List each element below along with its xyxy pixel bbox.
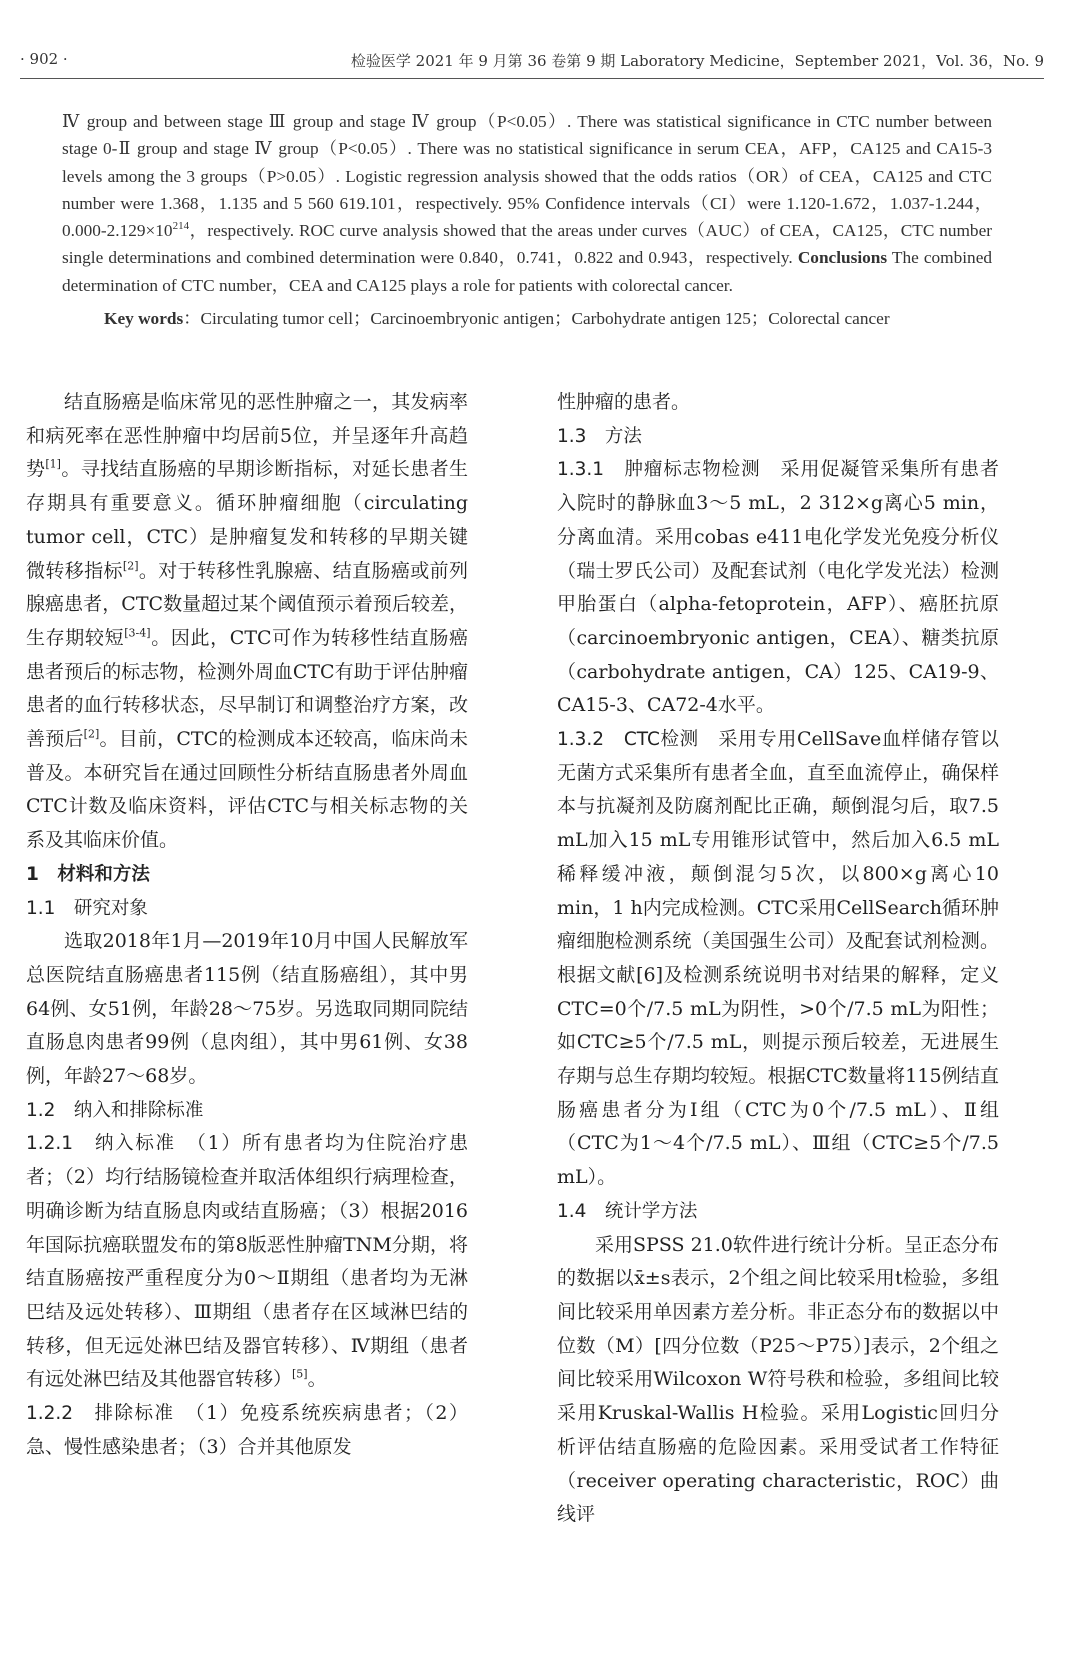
statistics-paragraph: 采用SPSS 21.0软件进行统计分析。呈正态分布的数据以x̄±s表示，2个组之间比较采用t检验，多组间比较采用单因素方差分析。非正态分布的数据以中位数（M）[四分位数（P25～P75）]表示，2个组之间比较采用Wilcoxon W符号秩和检验，多组间比较采用Kruskal-Wallis H检验。采用Logistic回归分析评估结直肠癌的危险因素。采用受试者工作特征（receiver operating characteristic，ROC）曲线评 [557, 1233, 999, 1526]
ctc-detection-text: 采用专用CellSave血样储存管以无菌方式采集所有患者全血，直至血流停止，确保样本与抗凝剂及防腐剂配比正确，颠倒混匀后，取7.5 mL加入15 mL专用锥形试管中，然后加入6.5 mL稀释缓冲液，颠倒混匀5次，以800×g离心10 min，1 h内完成检测。CTC采用CellSearch循环肿瘤细胞检测系统（美国强生公司）及配套试剂检测。根据文献[6]及检测系统说明书对结果的解释，定义CTC=0个/7.5 mL为阴性，>0个/7.5 mL为阳性；如CTC≥5个/7.5 mL，则提示预后较差，无进展生存期与总生存期均较短。根据CTC数量将115例结直肠癌患者分为Ⅰ组（CTC为0个/7.5 mL）、Ⅱ组（CTC为1～4个/7.5 mL）、Ⅲ组（CTC≥5个/7.5 mL）。 [557, 728, 999, 1189]
intro-text-e: 。目前，CTC的检测成本还较高，临床尚未普及。本研究旨在通过回顾性分析结直肠患者外周血CTC计数及临床资料，评估CTC与相关标志物的关系及其临床价值。 [26, 728, 468, 852]
tumor-marker-text: 采用促凝管采集所有患者入院时的静脉血3～5 mL，2 312×g离心5 min，分离血清。采用cobas e411电化学发光免疫分析仪（瑞士罗氏公司）及配套试剂（电化学发光法）检测甲胎蛋白（alpha-fetoprotein，AFP）、癌胚抗原（carcinoembryonic antigen，CEA）、糖类抗原（carbohydrate antigen，CA）125、CA19-9、CA15-3、CA72-4水平。 [557, 458, 999, 717]
left-column [26, 386, 468, 1465]
subsection-heading: 1.1 研究对象 [26, 897, 148, 919]
subsection-heading: 1.3 方法 [557, 425, 642, 447]
ctc-detection-paragraph [557, 723, 999, 1195]
inclusion-text: （1）所有患者均为住院治疗患者；（2）均行结肠镜检查并取活体组织行病理检查，明确诊断为结直肠息肉或结直肠癌；（3）根据2016年国际抗癌联盟发布的第8版恶性肿瘤TNM分期，将结直肠癌按严重程度分为0～Ⅱ期组（患者均为无淋巴结及远处转移）、Ⅲ期组（患者存在区域淋巴结的转移，但无远处淋巴结及器官转移）、Ⅳ期组（患者有远处淋巴结及其他器官转移） [26, 1132, 468, 1391]
conclusions-text: The combined determination of CTC number，CEA and CA125 plays a role for patients with colorectal cancer. [62, 248, 993, 295]
abstract-text-part2: ，respectively. ROC curve analysis showed that the areas under curves（AUC）of CEA，CA125，CTC number single determinations and combined determination were 0.840，0.741，0.822 and 0.943，respectively. [62, 221, 992, 268]
citation-ref: [5] [292, 1368, 308, 1382]
abstract-body [62, 108, 992, 299]
intro-text-d: 。因此，CTC可作为转移性结直肠癌患者预后的标志物，检测外周血CTC有助于评估肿瘤患者的血行转移状态，尽早制订和调整治疗方案，改善预后 [26, 626, 468, 751]
page-number: · 902 · [20, 50, 68, 68]
intro-paragraph [26, 386, 468, 858]
english-abstract [62, 108, 992, 332]
tumor-marker-paragraph [557, 453, 999, 723]
subsection-heading: 1.4 统计学方法 [557, 1200, 698, 1222]
subsubsection-heading: 1.3.2 CTC检测 [557, 729, 699, 751]
right-column [557, 386, 999, 1532]
keywords-text: ：Circulating tumor cell；Carcinoembryonic antigen；Carbohydrate antigen 125；Colorectal cancer [183, 309, 890, 329]
intro-text-c: 。对于转移性乳腺癌、结直肠癌或前列腺癌患者，CTC数量超过某个阈值预示着预后较差，生存期较短 [26, 559, 468, 649]
intro-text-b: 。寻找结直肠癌的早期诊断指标，对延长患者生存期具有重要意义。循环肿瘤细胞（circulating tumor cell，CTC）是肿瘤复发和转移的早期关键微转移指标 [26, 458, 468, 582]
intro-text-a: 结直肠癌是临床常见的恶性肿瘤之一，其发病率和病死率在恶性肿瘤中均居前5位，并呈逐年升高趋势 [26, 391, 468, 481]
citation-ref: [2] [83, 727, 100, 741]
inclusion-paragraph [26, 1127, 468, 1397]
citation-ref: [3-4] [124, 626, 151, 640]
subsection-heading: 1.2 纳入和排除标准 [26, 1099, 204, 1121]
citation-ref: [2] [122, 559, 139, 573]
abstract-text-part1: Ⅳ group and between stage Ⅲ group and stage Ⅳ group（P<0.05）. There was statistical significance in CTC number between stage 0-Ⅱ group and stage Ⅳ group（P<0.05）. There was no statistical significance in serum CEA，AFP，CA125 and CA15-3 levels among the 3 groups（P>0.05）. Logistic regression analysis showed that the odds ratios（OR）of CEA，CA125 and CTC number were 1.368，1.135 and 5 560 619.101，respectively. 95% Confidence intervals（CI）were 1.120-1.672，1.037-1.244，0.000-2.129×10 [62, 112, 992, 241]
continued-paragraph: 性肿瘤的患者。 [557, 391, 691, 413]
section-heading: 1 材料和方法 [26, 863, 150, 885]
subsubsection-heading: 1.3.1 肿瘤标志物检测 [557, 459, 761, 481]
journal-citation: 检验医学 2021 年 9 月第 36 卷第 9 期 Laboratory Medicine，September 2021，Vol. 36，No. 9 [350, 52, 1044, 70]
exclusion-paragraph [26, 1397, 468, 1464]
citation-ref: [1] [45, 458, 61, 472]
inclusion-end: 。 [307, 1368, 327, 1391]
subsubsection-heading: 1.2.1 纳入标准 [26, 1133, 176, 1155]
exclusion-text: （1）免疫系统疾病患者；（2）急、慢性感染患者；（3）合并其他原发 [26, 1402, 468, 1458]
conclusions-label: Conclusions [797, 248, 888, 268]
keywords-label: Key words [104, 309, 184, 329]
subsubsection-heading: 1.2.2 排除标准 [26, 1403, 175, 1425]
exponent: 214 [172, 220, 190, 233]
keywords [62, 305, 992, 332]
running-header [20, 48, 1044, 79]
subjects-paragraph: 选取2018年1月—2019年10月中国人民解放军总医院结直肠癌患者115例（结直肠癌组），其中男64例、女51例，年龄28～75岁。另选取同期同院结直肠息肉患者99例（息肉组），其中男61例、女38例，年龄27～68岁。 [26, 930, 468, 1088]
